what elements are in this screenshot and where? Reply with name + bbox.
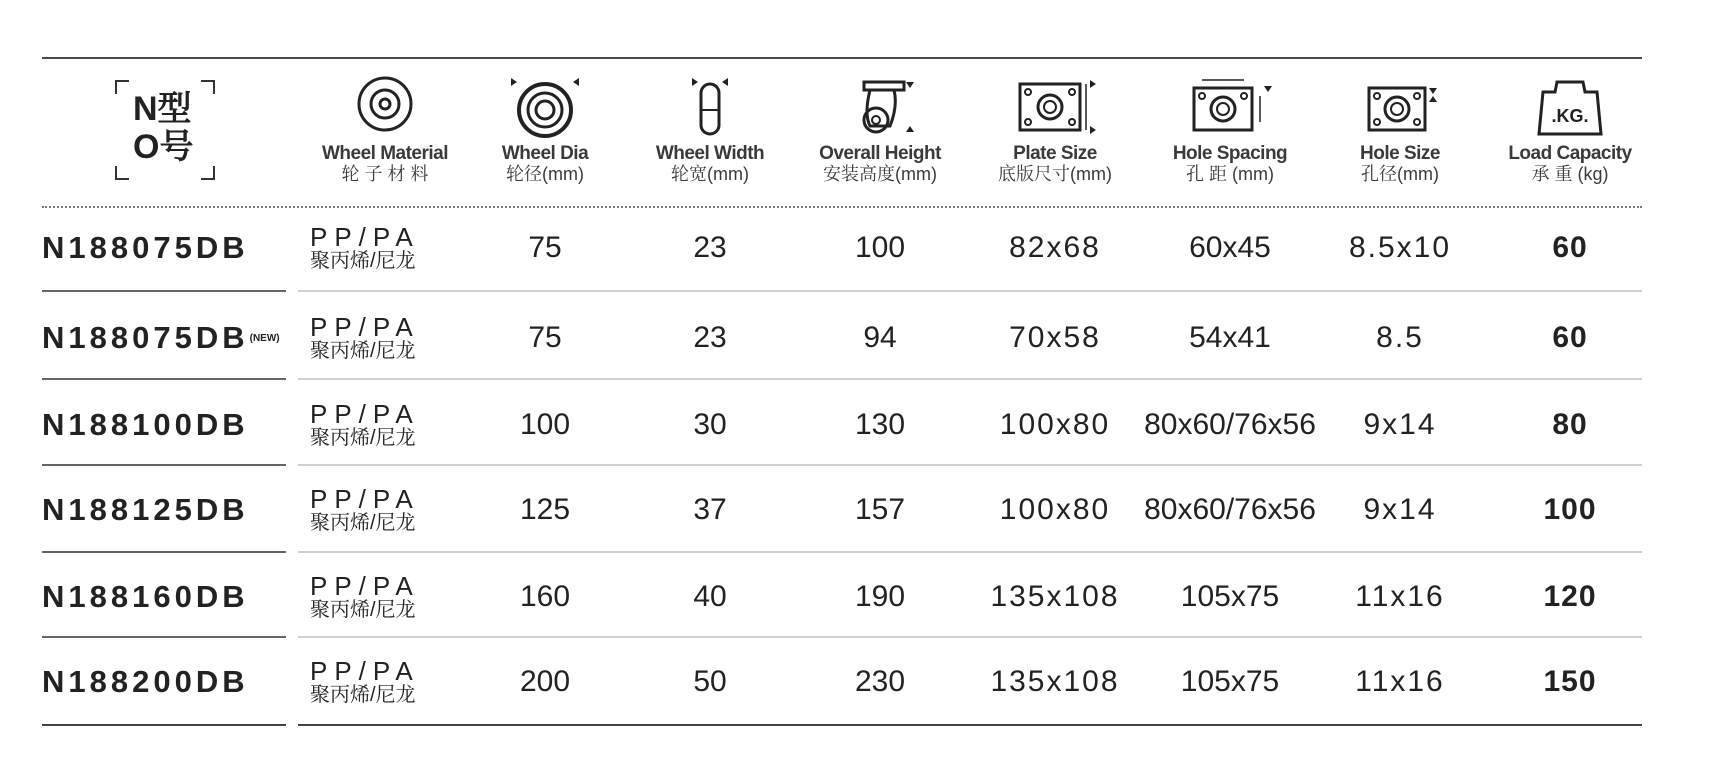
model-number [42,557,292,637]
material-en: PP/PA [310,571,420,601]
header-label-en: Wheel Width [655,143,765,164]
wheel-material [310,470,460,550]
hole-spacing-icon [1180,74,1280,140]
plate-size-value: 70x58 [1009,321,1101,354]
hole-size-value: 9x14 [1363,493,1437,526]
overall-height-value: 190 [854,580,906,613]
hole-size-icon [1355,74,1445,140]
overall-height-value: 230 [854,665,906,698]
row-divider [42,464,286,466]
caster-height-icon [840,74,920,140]
header-label-en: Wheel Dia [501,143,589,164]
model-number [42,642,292,722]
wheel-material [310,642,460,722]
material-zh: 聚丙烯/尼龙 [310,427,416,449]
plate-size-value: 100x80 [999,408,1111,441]
load-capacity-value: 150 [1543,665,1597,698]
row-divider [298,724,1642,726]
model-number [42,298,292,378]
table-top-rule [42,57,1642,59]
wheel-dia-value: 200 [519,665,571,698]
header-label-en: Hole Size [1360,143,1440,164]
model-number-label [133,90,193,166]
hole-spacing-value: 60x45 [1189,231,1271,264]
material-en: PP/PA [310,484,420,514]
wheel-material [310,557,460,637]
model-number-label-line-2: O号 [133,128,194,166]
header-wheel-material [300,62,470,202]
wheel-width-icon [680,74,740,140]
material-zh: 聚丙烯/尼龙 [310,599,416,621]
wheel-width-value: 23 [693,321,727,354]
wheel-dia-value: 125 [519,493,571,526]
table-row [0,642,1726,730]
header-overall-height [800,62,960,202]
wheel-width-value: 23 [693,231,727,264]
plate-size-value: 135x108 [990,665,1120,698]
wheel-width-value: 30 [693,408,727,441]
material-en: PP/PA [310,222,420,252]
model-code: N188160DB [42,579,249,614]
wheel-material [310,385,460,465]
header-wheel-width [635,62,785,202]
hole-size-value: 8.5x10 [1348,231,1452,264]
plate-size-icon [1010,74,1100,140]
material-en: PP/PA [310,656,420,686]
header-hole-spacing [1140,62,1320,202]
model-code: N188075DB [42,230,249,265]
table-row [0,298,1726,386]
overall-height-value: 94 [863,321,897,354]
plate-size-value: 100x80 [999,493,1111,526]
overall-height-value: 100 [854,231,906,264]
table-row [0,208,1726,296]
material-zh: 聚丙烯/尼龙 [310,250,416,272]
row-divider [298,551,1642,553]
wheel-width-value: 50 [693,665,727,698]
model-number-header [115,80,215,180]
hole-spacing-value: 80x60/76x56 [1144,408,1316,441]
row-divider [42,290,286,292]
row-divider [298,464,1642,466]
row-divider [298,378,1642,380]
model-number [42,208,292,288]
header-label-zh: 轮径(mm) [506,164,584,184]
weight-kg-label: .KG. [1551,106,1589,126]
weight-kg-icon [1535,74,1605,140]
model-code: N188100DB [42,407,249,442]
row-divider [42,551,286,553]
wheel-face-icon [355,74,415,134]
table-row [0,470,1726,558]
load-capacity-value: 60 [1552,231,1588,264]
wheel-width-value: 40 [693,580,727,613]
header-label-en: Wheel Material [321,143,449,164]
header-label-zh: 孔 距 (mm) [1186,164,1274,184]
material-zh: 聚丙烯/尼龙 [310,512,416,534]
wheel-dia-value: 75 [528,231,562,264]
load-capacity-value: 60 [1552,321,1588,354]
row-divider [42,724,286,726]
header-plate-size [970,62,1140,202]
wheel-diameter-icon [505,74,585,140]
wheel-dia-value: 160 [519,580,571,613]
model-number-label-line-1: N型 [133,90,192,128]
model-number [42,470,292,550]
header-wheel-dia [470,62,620,202]
row-divider [298,290,1642,292]
hole-size-value: 9x14 [1363,408,1437,441]
header-label-en: Hole Spacing [1172,143,1288,164]
hole-size-value: 8.5 [1376,321,1424,354]
plate-size-value: 135x108 [990,580,1120,613]
material-en: PP/PA [310,312,420,342]
wheel-dia-value: 75 [528,321,562,354]
header-label-zh: 承 重 (kg) [1531,164,1609,184]
wheel-material [310,208,460,288]
hole-size-value: 11x16 [1355,580,1445,613]
header-label-zh: 底版尺寸(mm) [998,164,1112,184]
row-divider [42,378,286,380]
load-capacity-value: 100 [1543,493,1597,526]
header-label-zh: 轮 子 材 料 [341,164,429,184]
hole-spacing-value: 54x41 [1189,321,1271,354]
material-zh: 聚丙烯/尼龙 [310,684,416,706]
header-label-zh: 轮宽(mm) [671,164,749,184]
model-code: N188125DB [42,492,249,527]
hole-size-value: 11x16 [1355,665,1445,698]
material-zh: 聚丙烯/尼龙 [310,340,416,362]
model-code: N188075DB [42,320,249,355]
plate-size-value: 82x68 [1009,231,1101,264]
row-divider [298,636,1642,638]
header-label-en: Plate Size [1013,143,1097,164]
header-label-zh: 孔径(mm) [1361,164,1439,184]
hole-spacing-value: 105x75 [1180,580,1280,613]
model-code: N188200DB [42,664,249,699]
load-capacity-value: 80 [1552,408,1588,441]
table-row [0,557,1726,645]
hole-spacing-value: 105x75 [1180,665,1280,698]
hole-spacing-value: 80x60/76x56 [1144,493,1316,526]
material-en: PP/PA [310,399,420,429]
header-label-en: Overall Height [819,143,941,164]
header-load-capacity [1490,62,1650,202]
row-divider [42,636,286,638]
new-tag: (NEW) [249,332,280,344]
load-capacity-value: 120 [1543,580,1597,613]
wheel-width-value: 37 [693,493,727,526]
table-row [0,385,1726,473]
model-number [42,385,292,465]
wheel-dia-value: 100 [519,408,571,441]
header-label-en: Load Capacity [1508,143,1632,164]
header-label-zh: 安装高度(mm) [823,164,937,184]
header-hole-size [1325,62,1475,202]
overall-height-value: 157 [854,493,906,526]
overall-height-value: 130 [854,408,906,441]
wheel-material [310,298,460,378]
